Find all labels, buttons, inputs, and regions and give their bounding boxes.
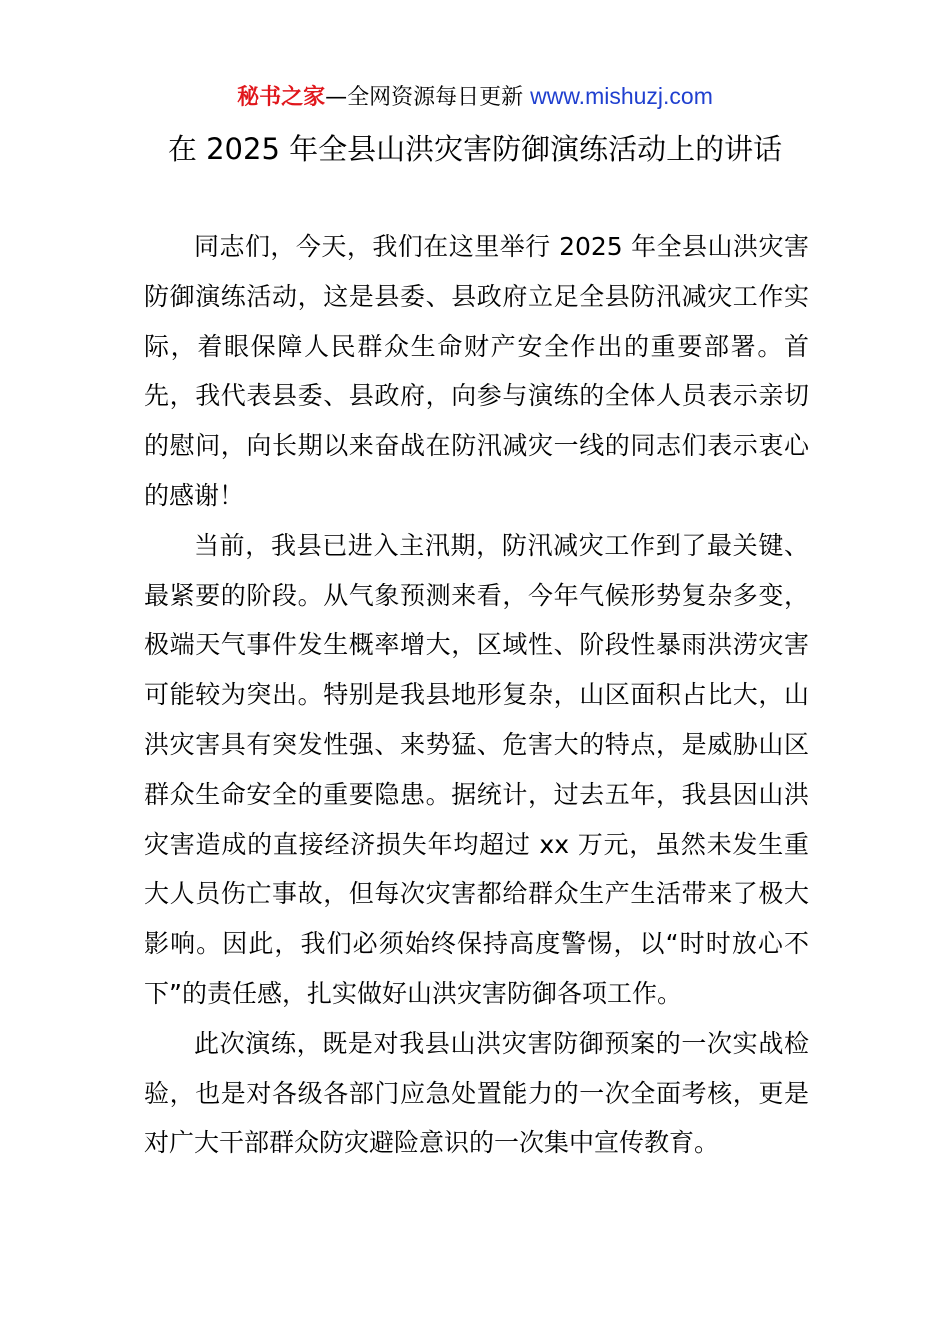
paragraph-1: 同志们，今天，我们在这里举行 2025 年全县山洪灾害防御演练活动，这是县委、县政府立足全县防汛减灾工作实际，着眼保障人民群众生命财产安全作出的重要部署。首先，我代表县委、县政府，向参与演练的全体人员表示亲切的慰问，向长期以来奋战在防汛减灾一线的同志们表示衷心的感谢！ — [144, 232, 809, 510]
brand-name: 秘书之家 — [237, 85, 326, 110]
site-header — [0, 80, 950, 114]
site-url-link[interactable]: www.mishuzj.com — [530, 83, 713, 109]
document-title: 在 2025 年全县山洪灾害防御演练活动上的讲话 — [167, 132, 783, 166]
header-tagline: —全网资源每日更新 — [325, 85, 524, 110]
paragraph-3: 此次演练，既是对我县山洪灾害防御预案的一次实战检验，也是对各级各部门应急处置能力的一次全面考核，更是对广大干部群众防灾避险意识的一次集中宣传教育。 — [144, 1028, 809, 1158]
document-body — [144, 222, 809, 1168]
paragraph-2: 当前，我县已进入主汛期，防汛减灾工作到了最关键、最紧要的阶段。从气象预测来看，今年气候形势复杂多变，极端天气事件发生概率增大，区域性、阶段性暴雨洪涝灾害可能较为突出。特别是我县地形复杂，山区面积占比大，山洪灾害具有突发性强、来势猛、危害大的特点，是威胁山区群众生命安全的重要隐患。据统计，过去五年，我县因山洪灾害造成的直接经济损失年均超过 xx 万元，虽然未发生重大人员伤亡事故，但每次灾害都给群众生产生活带来了极大影响。因此，我们必须始终保持高度警惕，以“时时放心不下”的责任感，扎实做好山洪灾害防御各项工作。 — [144, 530, 809, 1008]
